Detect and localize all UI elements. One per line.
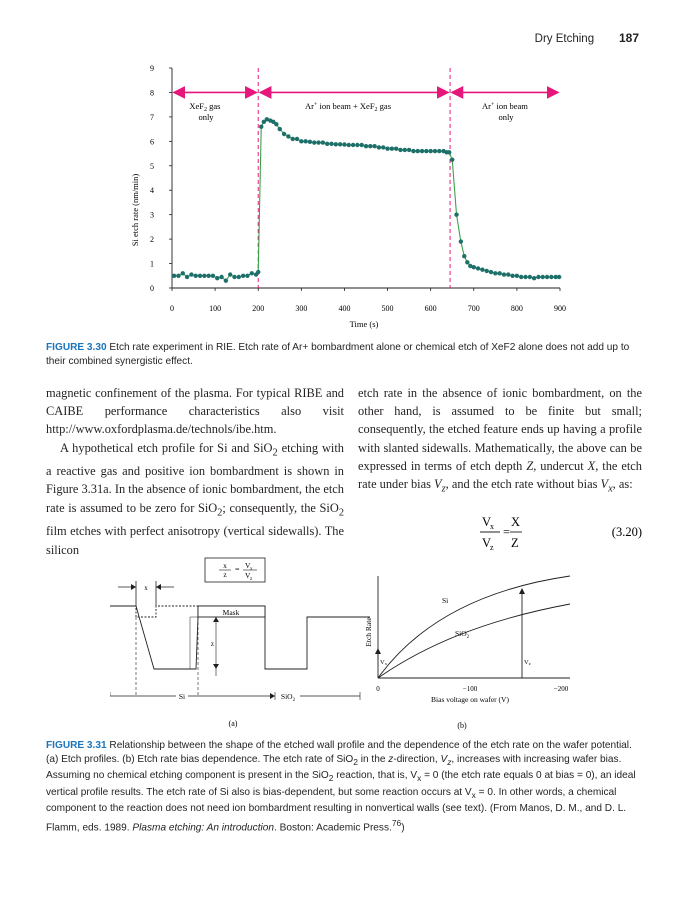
svg-text:Bias voltage on wafer (V): Bias voltage on wafer (V) [431, 695, 509, 704]
svg-text:=: = [503, 525, 511, 539]
data-point [462, 254, 466, 258]
x-tick-label: 200 [252, 304, 265, 313]
y-tick-label: 7 [150, 112, 154, 122]
sub-label-a: (a) [228, 719, 238, 728]
data-point [506, 272, 510, 276]
data-point [295, 137, 299, 141]
data-point [303, 139, 307, 143]
svg-text:Mask: Mask [222, 608, 240, 617]
region-label-ion-xef2: Ar+ ion beam + XeF$_2$ gas [304, 101, 392, 113]
data-point [502, 272, 506, 276]
data-point [450, 157, 454, 161]
y-tick-label: 8 [150, 88, 154, 98]
data-point [523, 275, 527, 279]
data-point [549, 275, 553, 279]
y-tick-label: 3 [150, 210, 154, 220]
data-point [510, 274, 514, 278]
data-point [407, 148, 411, 152]
svg-text:z: z [490, 543, 494, 552]
svg-text:x: x [223, 561, 227, 570]
data-point [390, 146, 394, 150]
data-point [299, 139, 303, 143]
data-point [428, 149, 432, 153]
figure-3-31-caption: FIGURE 3.31 Relationship between the shape of the etched wall profile and the dependence of the etch rate on the wafer potential. (a) Etch profiles. (b) Etch rate bias dependence. The etch rate of SiO$_2$ in the z-direction, $V_z$, increases with increasing wafer bias. Assuming no chemical etching component is present in the SiO$_2$ reaction, that is, $V_x = 0$ (the etch rate equals 0 at bias = 0), an ideal vertical profile results. The etch rate of Si also is bias-dependent, but some reaction occurs at $V_x = 0$. In other words, a chemical component to the reaction does not need ion bombardment resulting in nonvertical walls (see text). (From Manos, D. M., and D. L. Flamm, eds. 1989. Plasma etching: An introduction. Boston: Academic Press.$^{76}$) [46, 740, 636, 834]
data-point [259, 124, 263, 128]
data-point [250, 271, 254, 275]
data-point [278, 127, 282, 131]
running-head [535, 31, 639, 45]
caption-text: Etch rate experiment in RIE. Etch rate of Ar+ bombardment alone or chemical etch of XeF2 alone does not add up to their combined synergistic effect. [46, 342, 630, 368]
data-point [329, 142, 333, 146]
data-point [211, 274, 215, 278]
data-point [528, 275, 532, 279]
data-point [532, 276, 536, 280]
svg-text:Si: Si [178, 692, 186, 701]
svg-text:V: V [482, 515, 492, 529]
data-point [219, 275, 223, 279]
body-right-column [358, 384, 642, 499]
data-point [282, 132, 286, 136]
data-point [185, 275, 189, 279]
data-point [286, 134, 290, 138]
x-tick-label: 500 [381, 304, 394, 313]
data-point [316, 140, 320, 144]
series-line [174, 119, 559, 280]
data-point [403, 148, 407, 152]
data-point [224, 278, 228, 282]
data-point [176, 274, 180, 278]
data-point [359, 143, 363, 147]
figure-3-30-caption [46, 341, 642, 369]
y-axis-label: Si etch rate (nm/min) [130, 173, 140, 247]
data-point [377, 145, 381, 149]
svg-text:z: z [223, 570, 227, 579]
data-point [338, 142, 342, 146]
data-point [485, 269, 489, 273]
svg-text:Etch Rate: Etch Rate [364, 617, 373, 647]
data-point [181, 271, 185, 275]
data-point [472, 265, 476, 269]
svg-text:−100: −100 [462, 685, 478, 693]
data-point [245, 274, 249, 278]
data-point [420, 149, 424, 153]
svg-text:V: V [245, 561, 251, 570]
data-point [394, 146, 398, 150]
data-point [476, 266, 480, 270]
x-tick-label: 300 [295, 304, 308, 313]
data-point [202, 274, 206, 278]
y-tick-label: 2 [150, 235, 154, 245]
svg-text:x: x [490, 522, 494, 531]
data-point [381, 145, 385, 149]
data-point [424, 149, 428, 153]
data-point [385, 146, 389, 150]
data-point [215, 276, 219, 280]
equation-3-20 [470, 512, 650, 552]
data-point [447, 150, 451, 154]
data-point [368, 144, 372, 148]
y-tick-label: 6 [150, 137, 154, 147]
data-point [351, 143, 355, 147]
data-point [465, 260, 469, 264]
y-tick-label: 4 [150, 186, 154, 196]
data-point [545, 275, 549, 279]
si-curve [378, 576, 570, 678]
data-point [493, 271, 497, 275]
paragraph: magnetic confinement of the plasma. For typical RIBE and CAIBE performance characteristics also visit http://www.oxfordplasma.de/technols/ibe.htm. [46, 386, 344, 437]
data-point [411, 149, 415, 153]
data-point [312, 140, 316, 144]
data-point [480, 267, 484, 271]
data-point [372, 144, 376, 148]
data-point [228, 272, 232, 276]
svg-text:V: V [245, 571, 251, 580]
svg-text:SiO2: SiO$_2$ [455, 629, 470, 640]
svg-text:Vx: Vx [380, 659, 387, 666]
y-tick-label: 5 [150, 161, 154, 171]
svg-text:V: V [482, 536, 492, 550]
data-point [198, 274, 202, 278]
x-tick-label: 700 [467, 304, 480, 313]
x-tick-label: 400 [338, 304, 351, 313]
x-axis-label: Time (s) [349, 319, 379, 329]
x-tick-label: 600 [424, 304, 437, 313]
figure-label: FIGURE 3.30 [46, 342, 107, 353]
svg-text:z: z [210, 640, 214, 648]
svg-text:x: x [250, 567, 253, 572]
data-point [416, 149, 420, 153]
svg-text:Vz: Vz [524, 659, 531, 666]
data-point [433, 149, 437, 153]
body-left-column [46, 384, 344, 559]
equation-number: (3.20) [611, 525, 642, 539]
paragraph: etch rate in the absence of ionic bombardment, on the other hand, is assumed to be finite but small; consequently, the etched feature ends up having a profile with slanted sidewalls. Mathematically, the above can be expressed in terms of etch depth Z, undercut X, the etch rate under bias $V_z$, and the etch rate without bias $V_x$, as: [358, 386, 642, 495]
region-label-xef2: XeF$_2$ gas only [189, 101, 221, 122]
sub-label-b: (b) [457, 721, 467, 730]
data-point [189, 272, 193, 276]
data-point [355, 143, 359, 147]
data-point [437, 149, 441, 153]
data-point [347, 143, 351, 147]
region-label-ion-only: Ar+ ion beam only [481, 101, 528, 122]
x-tick-label: 800 [510, 304, 523, 313]
figure-label: FIGURE 3.31 [46, 740, 107, 751]
data-point [489, 270, 493, 274]
data-point [536, 275, 540, 279]
figure-3-30-chart [128, 60, 568, 332]
data-point [325, 142, 329, 146]
data-point [454, 212, 458, 216]
y-tick-label: 0 [150, 284, 154, 293]
data-point [237, 275, 241, 279]
data-point [398, 148, 402, 152]
data-point [172, 274, 176, 278]
y-tick-label: 9 [150, 64, 154, 73]
svg-text:0: 0 [376, 685, 380, 693]
data-point [274, 122, 278, 126]
data-point [515, 274, 519, 278]
svg-text:x: x [144, 584, 148, 592]
svg-text:Z: Z [511, 536, 519, 550]
svg-text:−200: −200 [553, 685, 569, 693]
data-point [497, 271, 501, 275]
data-point [256, 270, 260, 274]
svg-text:z: z [250, 577, 253, 582]
x-tick-label: 100 [209, 304, 222, 313]
sio2-curve [378, 604, 570, 678]
data-point [334, 142, 338, 146]
svg-text:Si: Si [442, 596, 449, 605]
data-point [206, 274, 210, 278]
data-point [232, 275, 236, 279]
svg-text:X: X [511, 515, 521, 529]
data-point [308, 140, 312, 144]
y-tick-label: 1 [150, 259, 154, 269]
svg-text:=: = [235, 565, 240, 574]
data-point [291, 137, 295, 141]
figure-3-31b-bias-dependence [364, 568, 580, 732]
paragraph: A hypothetical etch profile for Si and SiO$_2$ etching with a reactive gas and positive ion bombardment is shown in Figure 3.31a. In the absence of ionic bombardment, the etch rate is assumed to be zero for SiO$_2$; consequently, the SiO$_2$ film etches with perfect anisotropy (vertical sidewalls). The silicon [46, 440, 344, 557]
page-number: 187 [618, 31, 639, 45]
data-point [241, 274, 245, 278]
data-point [364, 144, 368, 148]
x-tick-label: 900 [554, 304, 566, 313]
figure-3-31a-etch-profiles [110, 556, 370, 730]
x-tick-label: 0 [170, 304, 174, 313]
svg-text:SiO2: SiO$_2$ [280, 692, 296, 703]
data-point [194, 274, 198, 278]
data-point [519, 275, 523, 279]
data-point [541, 275, 545, 279]
data-point [459, 239, 463, 243]
data-point [342, 142, 346, 146]
section-title: Dry Etching [534, 33, 595, 45]
data-point [321, 140, 325, 144]
data-point [557, 275, 561, 279]
